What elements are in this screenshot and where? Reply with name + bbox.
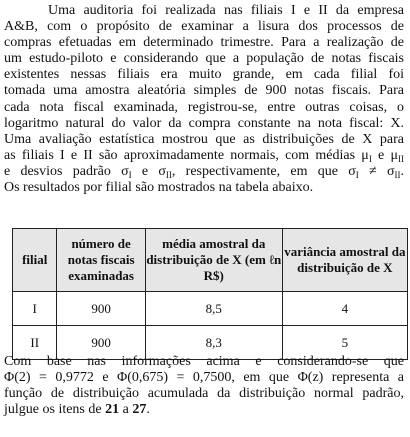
text-line: um estudo-piloto e considerando que a população de notas fiscais (4, 51, 404, 67)
results-table (12, 228, 408, 360)
header-sample-variance: variância amostral da distribuição de X (282, 229, 407, 292)
text-line: Os resultados por filial são mostrados na tabela abaixo. (4, 180, 314, 196)
text-line: A&B, com o propósito de examinar a lisura dos processos de (4, 19, 404, 35)
header-sample-mean: média amostral da distribuição de X (em ℓn R$) (145, 229, 282, 292)
text-line-std-dev: e desvios padrão $\sigma_I$ e $\sigma_{II}$, respectivamente, em que $\sigma_I \ne \sigma_{II}$. (4, 163, 404, 180)
cell-sample-mean: 8,5 (145, 292, 282, 326)
text-line: Uma avaliação estatística mostrou que as distribuições de X para (4, 131, 404, 147)
text-line: compras efetuadas em determinado trimestre. Para a realização de (4, 35, 404, 51)
header-sample-size: número de notas fiscais examinadas (57, 229, 145, 292)
table-header-row (13, 229, 408, 292)
cell-sample-size: 900 (57, 326, 145, 360)
cell-sample-variance: 4 (282, 292, 407, 326)
cell-sample-mean: 8,3 (145, 326, 282, 360)
item-to: 27 (132, 402, 147, 418)
cell-filial: II (13, 326, 57, 360)
table-row (13, 292, 408, 326)
text-line: tomada uma amostra aleatória simples de 900 notas fiscais. Para (4, 83, 404, 99)
closing-paragraph (4, 354, 404, 418)
text-line: Uma auditoria foi realizada nas filiais I e II da empresa (48, 3, 404, 18)
item-from: 21 (105, 402, 120, 418)
text-line: Φ(2) = 0,9772 e Φ(0,675) = 0,7500, em que Φ(z) representa a (4, 370, 404, 386)
text-line-means: as filiais I e II são aproximadamente normais, com médias $\mu_I$ e $\mu_{II}$ (4, 147, 404, 164)
text-line-items: julgue os itens de 21 a 27. (4, 402, 150, 418)
text-line: Com base nas informações acima e considerando-se que (4, 354, 404, 369)
text-line: cada nota fiscal examinada, registrou-se, entre outras coisas, o (4, 99, 404, 115)
text-line: existentes nessas filiais era muito grande, em cada filial foi (4, 67, 404, 83)
text-line: função de distribuição acumulada da distribuição normal padrão, (4, 386, 404, 402)
header-filial: filial (13, 229, 57, 292)
intro-paragraph (4, 3, 404, 196)
cell-sample-size: 900 (57, 292, 145, 326)
text-line: logaritmo natural do valor da compra constante na nota fiscal: X. (4, 115, 404, 131)
cell-sample-variance: 5 (282, 326, 407, 360)
cell-filial: I (13, 292, 57, 326)
